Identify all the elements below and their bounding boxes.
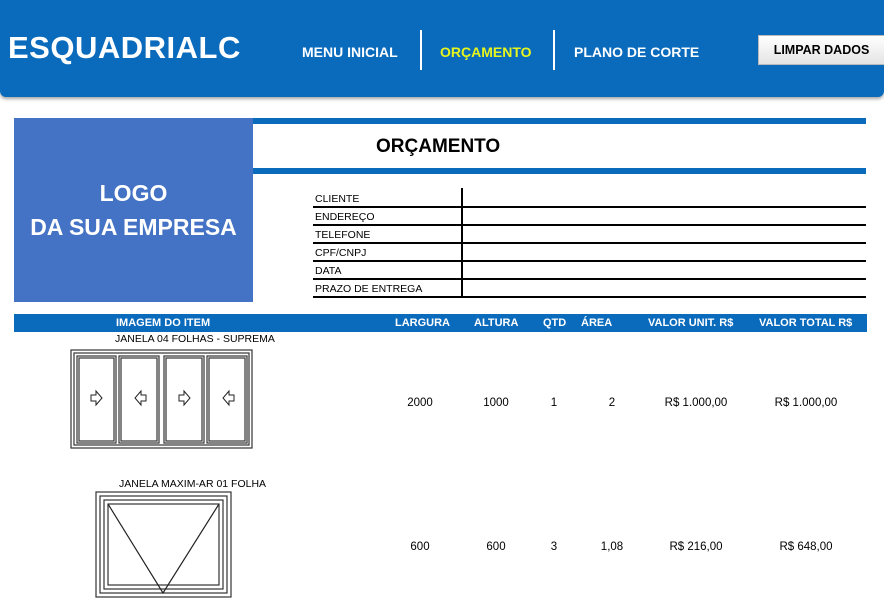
item-area: 1,08 [600,541,624,553]
col-header-image: IMAGEM DO ITEM [116,317,211,329]
logo-line-2: DA SUA EMPRESA [30,214,237,240]
col-header-total-value: VALOR TOTAL R$ [759,317,853,329]
date-field-label: DATA [315,265,342,277]
item-unit-value: R$ 216,00 [669,541,723,553]
col-header-qty: QTD [543,317,567,329]
title-bottom-rule [253,168,866,174]
nav-menu-inicial[interactable]: MENU INICIAL [302,44,398,60]
top-banner [0,0,884,97]
items-table-header [14,314,867,332]
nav-plano-de-corte[interactable]: PLANO DE CORTE [574,44,700,60]
item-total-value: R$ 648,00 [779,541,833,553]
col-header-width: LARGURA [395,317,450,329]
page-title: ORÇAMENTO [376,136,501,157]
app-brand: ESQUADRIALC [8,30,241,65]
cpf-cnpj-field-row[interactable] [313,244,866,262]
item-width: 600 [410,541,430,553]
delivery-field-label: PRAZO DE ENTREGA [315,283,423,295]
sliding-window-4-panels-icon [70,349,253,449]
item-area: 2 [608,397,616,409]
date-field-row[interactable] [313,262,866,280]
item-height: 1000 [483,397,509,409]
client-field-label: CLIENTE [315,193,360,205]
title-top-rule [253,118,866,124]
delivery-field-row[interactable] [313,280,866,298]
col-header-height: ALTURA [474,317,519,329]
phone-field-row[interactable] [313,226,866,244]
item-height: 600 [486,541,506,553]
item-unit-value: R$ 1.000,00 [664,397,728,409]
cpf-cnpj-field-label: CPF/CNPJ [315,247,367,259]
nav-separator [553,30,555,70]
item-qty: 3 [550,541,558,553]
nav-separator [420,30,422,70]
col-header-unit-value: VALOR UNIT. R$ [648,317,734,329]
item-name: JANELA MAXIM-AR 01 FOLHA [119,478,267,490]
address-field-row[interactable] [313,208,866,226]
item-name: JANELA 04 FOLHAS - SUPREMA [115,333,275,345]
maxim-ar-window-icon [95,491,232,598]
company-logo-placeholder[interactable] [14,118,253,302]
col-header-area: ÁREA [581,317,613,329]
nav-orcamento[interactable]: ORÇAMENTO [440,44,532,60]
phone-field-label: TELEFONE [315,229,371,241]
clear-data-button[interactable]: LIMPAR DADOS [758,35,884,65]
logo-line-1: LOGO [99,180,168,206]
item-qty: 1 [550,397,558,409]
item-total-value: R$ 1.000,00 [774,397,838,409]
client-field-row[interactable] [313,190,866,208]
client-table-divider [461,188,463,298]
item-width: 2000 [407,397,433,409]
address-field-label: ENDEREÇO [315,211,375,223]
